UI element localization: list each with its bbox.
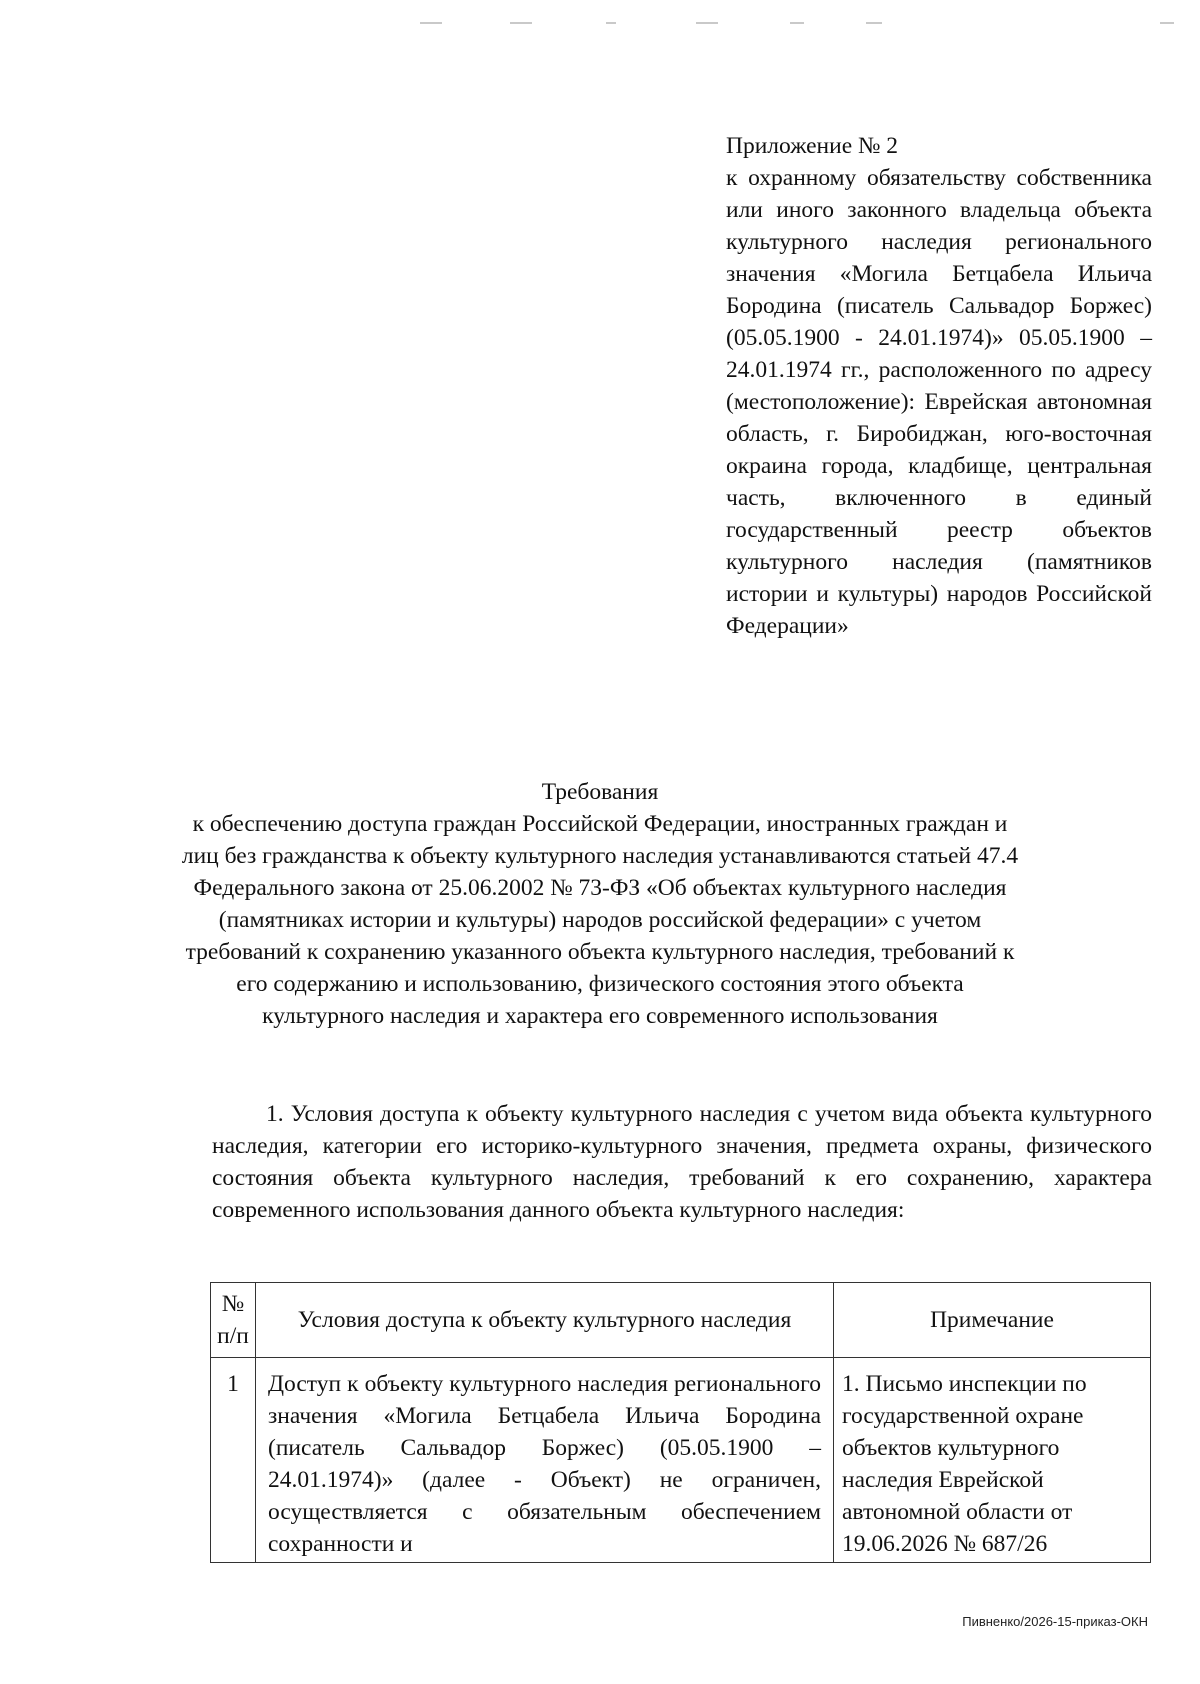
- paragraph-1: 1. Условия доступа к объекту культурного наследия с учетом вида объекта культурного наследия, категории его историко-культурного значения, предмета охраны, физического состояния объекта культурного наследия, требований к его сохранению, характера современного использования данного объекта культурного наследия:: [212, 1101, 1152, 1223]
- appendix-block: [726, 130, 1152, 642]
- scan-mark: [1160, 22, 1174, 24]
- scan-mark: [866, 22, 882, 24]
- access-conditions-table: [210, 1282, 1151, 1563]
- requirements-heading: Требования: [541, 779, 659, 805]
- header-note: Примечание: [834, 1283, 1151, 1358]
- scan-mark: [790, 22, 804, 24]
- row-number: 1: [211, 1358, 256, 1563]
- requirements-text: к обеспечению доступа граждан Российской Федерации, иностранных граждан и лиц без гражданства к объекту культурного наследия устанавливаются статьей 47.4 Федерального закона от 25.06.2002 № 73-ФЗ «Об объектах культурного наследия (памятниках истории и культуры) народов российской федерации» с учетом требований к сохранению указанного объекта культурного наследия, требований к его содержанию и использованию, физического состояния этого объекта культурного наследия и характера его современного использования: [181, 811, 1019, 1029]
- header-number: № п/п: [211, 1283, 256, 1358]
- scan-mark: [510, 22, 532, 24]
- document-footer-code: Пивненко/2026-15-приказ-ОКН: [962, 1614, 1148, 1629]
- scan-mark: [606, 22, 616, 24]
- requirements-title: [180, 776, 1020, 1032]
- table-row: [211, 1358, 1151, 1563]
- row-note: 1. Письмо инспекции по государственной охране объектов культурного наследия Еврейской автономной области от 19.06.2026 № 687/26: [834, 1358, 1151, 1563]
- scan-mark: [420, 22, 442, 24]
- appendix-title: Приложение № 2: [726, 133, 899, 159]
- table-header-row: [211, 1283, 1151, 1358]
- appendix-text: к охранному обязательству собственника или иного законного владельца объекта культурного наследия регионального значения «Могила Бетцабела Ильича Бородина (писатель Сальвадор Боржес) (05.05.1900 - 24.01.1974)» 05.05.1900 – 24.01.1974 гг., расположенного по адресу (местоположение): Еврейская автономная область, г. Биробиджан, юго-восточная окраина города, кладбище, центральная часть, включенного в единый государственный реестр объектов культурного наследия (памятников истории и культуры) народов Российской Федерации»: [726, 165, 1152, 639]
- header-conditions: Условия доступа к объекту культурного наследия: [256, 1283, 834, 1358]
- row-conditions: Доступ к объекту культурного наследия регионального значения «Могила Бетцабела Ильича Бородина (писатель Сальвадор Боржес) (05.05.1900 – 24.01.1974)» (далее - Объект) не ограничен, осуществляется с обязательным обеспечением сохранности и: [256, 1358, 834, 1563]
- scan-mark: [696, 22, 718, 24]
